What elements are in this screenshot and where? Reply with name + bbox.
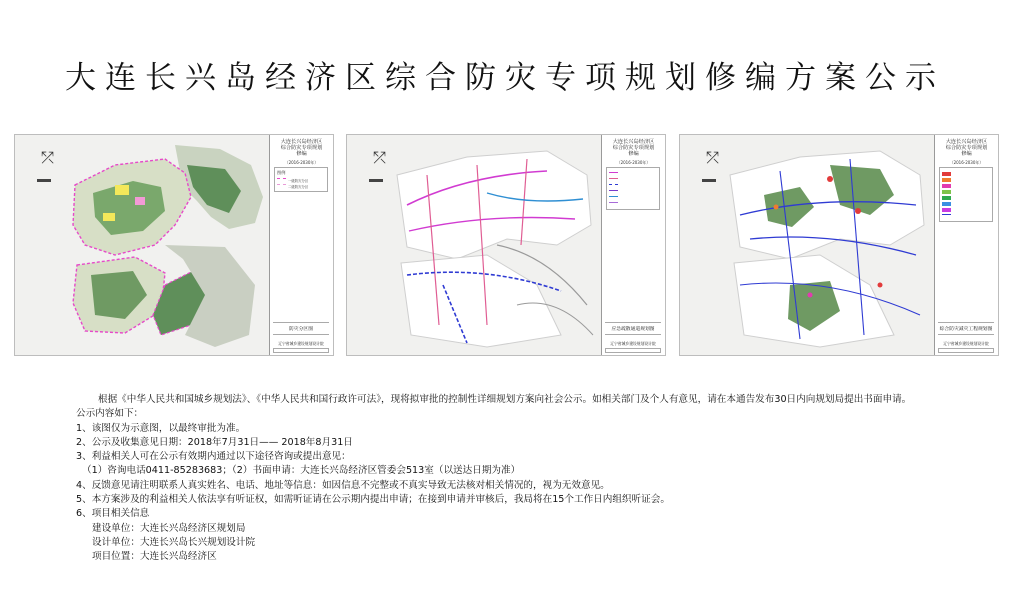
legend-item — [609, 201, 657, 207]
notice-content-head: 公示内容如下： — [76, 408, 144, 420]
map-sidebar-years: （2016-2030年） — [949, 159, 984, 165]
institute-name: 辽宁省城乡建设规划设计院 — [278, 341, 324, 346]
svg-text:⤱: ⤱ — [706, 148, 719, 167]
notice-builder: 建设单位：大连长兴岛经济区规划局 — [92, 522, 246, 534]
notice-item-5: 5、本方案涉及的利益相关人依法享有听证权，如需听证请在公示期内提出申请；在接到申请并审核后，我局将在15个工作日内组织听证会。 — [76, 494, 670, 506]
map-name: 防灾分区图 — [273, 322, 329, 335]
notice-item-2: 2、公示及收集意见日期：2018年7月31日—— 2018年8月31日 — [76, 436, 353, 448]
map-sidebar — [269, 135, 333, 355]
notice-location: 项目位置：大连长兴岛经济区 — [92, 551, 217, 563]
svg-text:⤱: ⤱ — [373, 148, 386, 167]
map-sidebar — [934, 135, 998, 355]
institute-name: 辽宁省城乡建设规划设计院 — [943, 341, 989, 346]
prevention-map-image — [680, 135, 934, 355]
info-table — [273, 348, 329, 353]
map-sidebar-title: 大连长兴岛经济区 综合防灾专项规划 修编 — [945, 139, 988, 158]
notice-item-3-sub: （1）咨询电话0411-85283683；（2）书面申请：大连长兴岛经济区管委会513室（以送达日期为准） — [82, 465, 521, 477]
legend-title: 图例 — [277, 170, 286, 175]
map-sidebar-title: 大连长兴岛经济区 综合防灾专项规划 修编 — [280, 139, 323, 158]
map-name: 综合防灾减灾工程规划图 — [938, 322, 994, 335]
notice-item-4: 4、反馈意见请注明联系人真实姓名、电话、地址等信息：如因信息不完整或不真实导致无法核对相关情况的，视为无效意见。 — [76, 479, 610, 491]
notice-intro: 根据《中华人民共和国城乡规划法》、《中华人民共和国行政许可法》，现将拟审批的控制性详细规划方案向社会公示。如相关部门及个人有意见，请在本通告发布30日内向规划局提出书面申请。 — [98, 394, 912, 405]
map-legend — [606, 167, 660, 210]
map-sidebar-title: 大连长兴岛经济区 综合防灾专项规划 修编 — [612, 139, 655, 158]
map-sidebar-years: （2016-2030年） — [284, 159, 319, 165]
map-legend — [274, 167, 328, 192]
legend-item: 二级防灾分区 — [277, 183, 325, 189]
info-table — [605, 348, 661, 353]
info-table — [938, 348, 994, 353]
notice-designer: 设计单位：大连长兴岛长兴规划设计院 — [92, 536, 256, 548]
map-panel-disaster-zoning[interactable] — [14, 134, 334, 356]
map-panel-evacuation-routes[interactable] — [346, 134, 666, 356]
map-sidebar-years: （2016-2030年） — [616, 159, 651, 165]
page-title: 大连长兴岛经济区综合防灾专项规划修编方案公示 — [65, 60, 945, 96]
evacuation-map-image — [347, 135, 601, 355]
map-panel-disaster-prevention-works[interactable] — [679, 134, 999, 356]
notice-item-3: 3、利益相关人可在公示有效期内通过以下途径咨询或提出意见： — [76, 451, 351, 463]
notice-item-6: 6、项目相关信息 — [76, 508, 150, 520]
notice-item-1: 1、该图仅为示意图，以最终审批为准。 — [76, 422, 246, 434]
map-legend — [939, 167, 993, 222]
legend-item: 一级防灾分区 — [277, 177, 325, 183]
notice-body — [76, 393, 976, 565]
svg-text:⤱: ⤱ — [41, 148, 54, 167]
institute-name: 辽宁省城乡建设规划设计院 — [610, 341, 656, 346]
map-sidebar — [601, 135, 665, 355]
map-name: 应急疏散通道规划图 — [605, 322, 661, 335]
zoning-map-image — [15, 135, 269, 355]
legend-item — [942, 213, 990, 219]
